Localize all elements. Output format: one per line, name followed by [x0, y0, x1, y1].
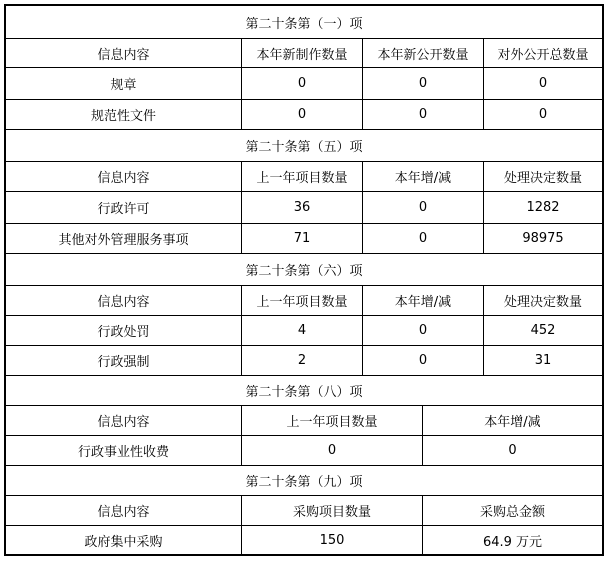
- table-header-row: [6, 286, 602, 316]
- column-header: 对外公开总数量: [483, 39, 602, 67]
- table-row: [6, 316, 602, 346]
- section-title-row: [6, 376, 602, 406]
- column-header: 信息内容: [97, 295, 150, 310]
- section-title-row: [6, 466, 602, 496]
- row-label: 其他对外管理服务事项: [58, 233, 189, 248]
- row-label: 规章: [110, 78, 137, 93]
- table-header-row: [6, 162, 602, 192]
- section-title: 第二十条第（五）项: [245, 140, 363, 155]
- table-header-row: [6, 39, 602, 68]
- table-cell: 0: [362, 100, 483, 129]
- column-header: 信息内容: [97, 415, 150, 430]
- table-cell: 0: [362, 68, 483, 99]
- table-cell: 0: [241, 68, 362, 99]
- table-row: [6, 224, 602, 254]
- section-title: 第二十条第（八）项: [245, 385, 363, 400]
- table-cell: 150: [241, 526, 422, 554]
- section-title: 第二十条第（一）项: [245, 16, 363, 32]
- column-header: 采购总金额: [422, 496, 602, 525]
- table-cell: 452: [483, 316, 602, 345]
- row-label: 行政强制: [97, 355, 150, 370]
- column-header: 上一年项目数量: [241, 286, 362, 315]
- disclosure-table: [4, 4, 604, 556]
- column-header: 处理决定数量: [483, 162, 602, 191]
- column-header: 信息内容: [97, 171, 150, 186]
- table-cell: 0: [362, 316, 483, 345]
- table-cell: 0: [422, 436, 602, 465]
- column-header: 信息内容: [97, 47, 150, 63]
- table-row: [6, 346, 602, 376]
- table-cell: 36: [241, 192, 362, 223]
- table-cell: 0: [241, 436, 422, 465]
- table-cell: 0: [241, 100, 362, 129]
- row-label: 行政事业性收费: [77, 445, 169, 460]
- table-row: [6, 192, 602, 224]
- row-label: 政府集中采购: [84, 534, 163, 550]
- column-header: 上一年项目数量: [241, 406, 422, 435]
- table-cell: 98975: [483, 224, 602, 253]
- column-header: 本年新制作数量: [241, 39, 362, 67]
- section-title-row: [6, 6, 602, 39]
- table-cell: 0: [362, 224, 483, 253]
- table-cell: 31: [483, 346, 602, 375]
- table-header-row: [6, 406, 602, 436]
- table-row: [6, 100, 602, 130]
- table-row: [6, 436, 602, 466]
- table-row: [6, 526, 602, 554]
- column-header: 采购项目数量: [241, 496, 422, 525]
- section-title-row: [6, 254, 602, 286]
- column-header: 本年增/减: [362, 162, 483, 191]
- section-title: 第二十条第（六）项: [245, 264, 363, 279]
- column-header: 本年增/减: [422, 406, 602, 435]
- table-cell: 0: [362, 346, 483, 375]
- column-header: 上一年项目数量: [241, 162, 362, 191]
- row-label: 规范性文件: [90, 109, 156, 124]
- table-cell: 71: [241, 224, 362, 253]
- table-cell: 64.9 万元: [422, 526, 602, 554]
- table-row: [6, 68, 602, 100]
- table-header-row: [6, 496, 602, 526]
- table-cell: 4: [241, 316, 362, 345]
- column-header: 本年增/减: [362, 286, 483, 315]
- column-header: 处理决定数量: [483, 286, 602, 315]
- section-title: 第二十条第（九）项: [245, 475, 363, 490]
- column-header: 信息内容: [97, 505, 150, 520]
- table-cell: 0: [483, 68, 602, 99]
- table-cell: 0: [483, 100, 602, 129]
- column-header: 本年新公开数量: [362, 39, 483, 67]
- table-cell: 2: [241, 346, 362, 375]
- section-title-row: [6, 130, 602, 162]
- row-label: 行政处罚: [97, 325, 150, 340]
- table-cell: 1282: [483, 192, 602, 223]
- row-label: 行政许可: [97, 202, 150, 217]
- table-cell: 0: [362, 192, 483, 223]
